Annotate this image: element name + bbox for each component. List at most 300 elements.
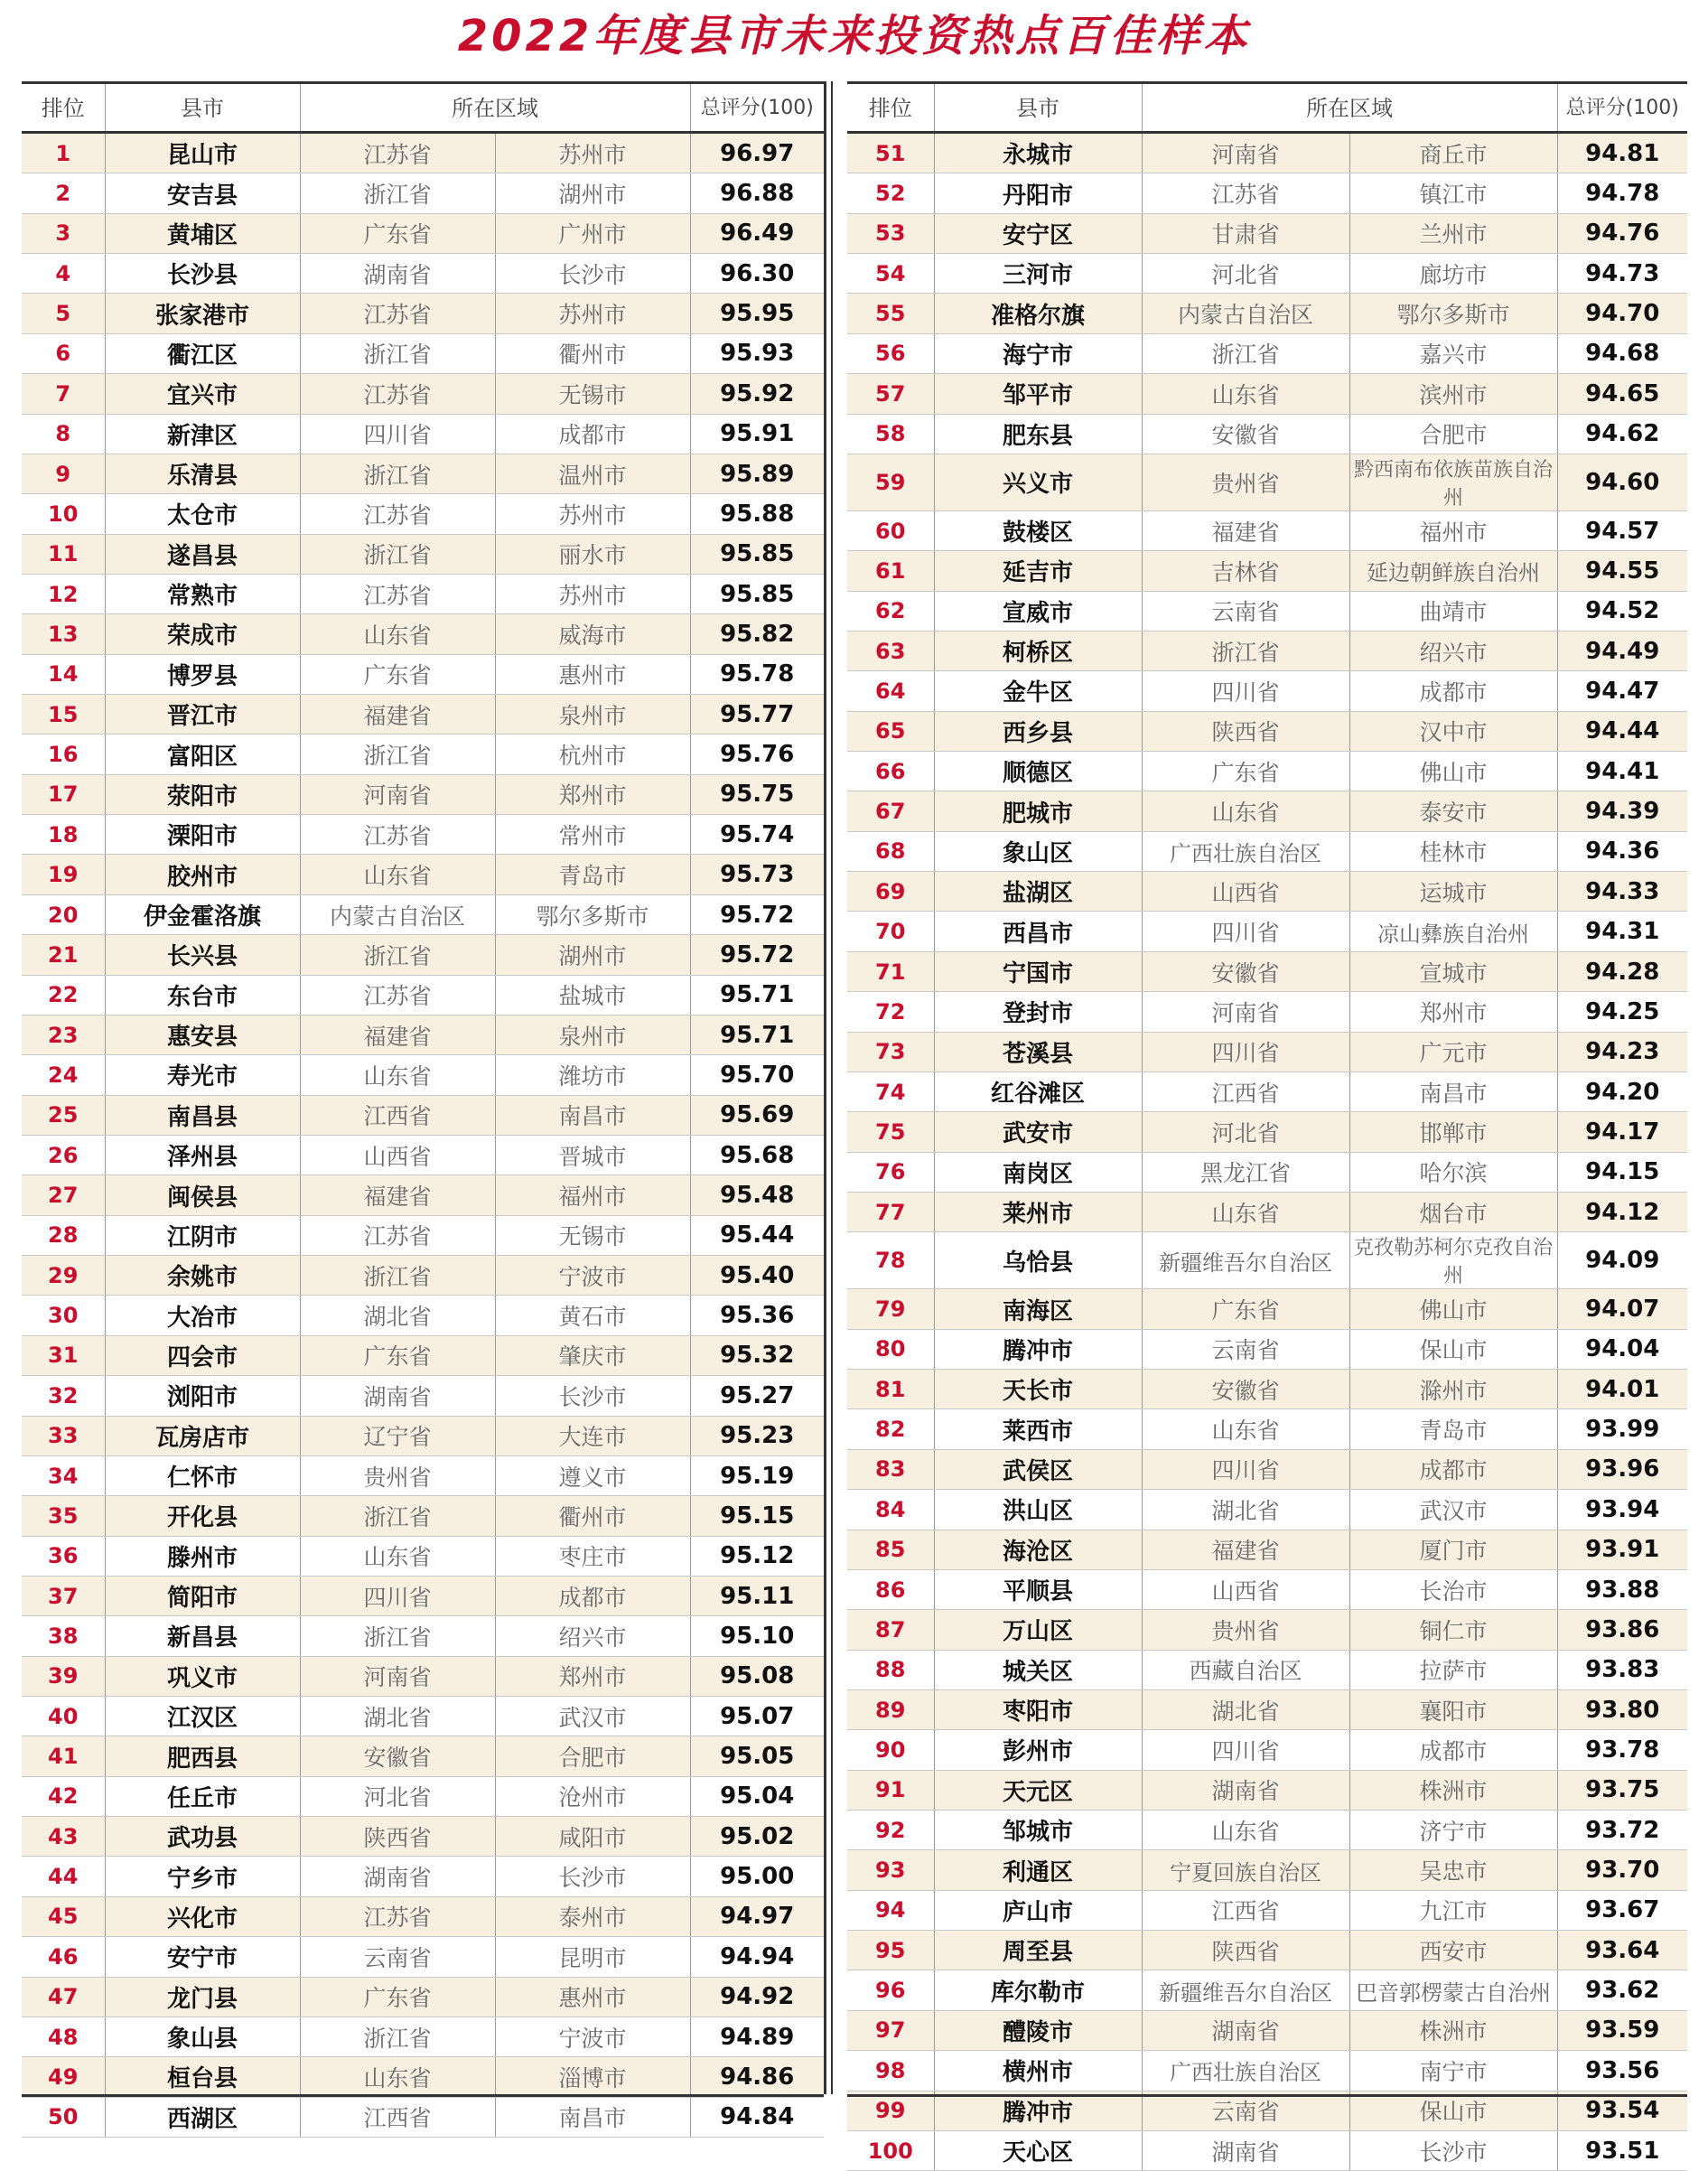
province-cell: 广西壮族自治区 [1142,2051,1349,2091]
city-cell: 福州市 [495,1175,690,1215]
table-row [22,1215,824,1255]
province-cell: 陕西省 [1142,1931,1349,1970]
score-cell: 95.72 [690,935,824,975]
score-cell: 95.02 [690,1817,824,1857]
county-cell: 醴陵市 [934,2010,1142,2050]
rank-cell: 70 [847,912,934,951]
table-row [847,1370,1687,1409]
city-cell: 惠州市 [495,1977,690,2017]
score-cell: 93.94 [1557,1490,1687,1530]
rank-cell: 2 [22,173,105,213]
province-cell: 山西省 [1142,872,1349,912]
county-cell: 庐山市 [934,1890,1142,1930]
county-cell: 鼓楼区 [934,510,1142,550]
county-cell: 利通区 [934,1850,1142,1890]
rank-cell: 15 [22,695,105,735]
table-row [22,1376,824,1416]
city-cell: 无锡市 [495,1215,690,1255]
score-cell: 95.92 [690,374,824,414]
county-cell: 张家港市 [105,294,300,333]
city-cell: 运城市 [1349,872,1557,912]
score-cell: 94.23 [1557,1032,1687,1071]
province-cell: 福建省 [1142,1530,1349,1569]
score-cell: 94.44 [1557,711,1687,751]
city-cell: 南昌市 [1349,1071,1557,1111]
table-row [847,1569,1687,1609]
province-cell: 江苏省 [300,374,495,414]
score-cell: 94.94 [690,1937,824,1977]
rank-cell: 27 [22,1175,105,1215]
table-row [847,1449,1687,1489]
score-cell: 95.71 [690,1015,824,1054]
province-cell: 广东省 [300,213,495,253]
county-cell: 肥城市 [934,791,1142,831]
table-row [847,454,1687,510]
city-cell: 大连市 [495,1416,690,1455]
table-row [847,1232,1687,1289]
rank-cell: 55 [847,294,934,333]
rank-cell: 64 [847,671,934,711]
rank-cell: 88 [847,1650,934,1689]
score-cell: 94.33 [1557,872,1687,912]
city-cell: 黔西南布依族苗族自治州 [1349,454,1557,510]
header-score: 总评分(100) [690,81,824,133]
city-cell: 广元市 [1349,1032,1557,1071]
province-cell: 江苏省 [300,133,495,173]
score-cell: 94.65 [1557,374,1687,414]
rank-cell: 61 [847,551,934,591]
table-row [22,1175,824,1215]
score-cell: 94.57 [1557,510,1687,550]
county-cell: 荥阳市 [105,774,300,814]
province-cell: 浙江省 [300,333,495,373]
score-cell: 94.17 [1557,1112,1687,1152]
county-cell: 海沧区 [934,1530,1142,1569]
table-row [847,1689,1687,1729]
rank-cell: 9 [22,454,105,493]
score-cell: 95.89 [690,454,824,493]
province-cell: 广东省 [300,654,495,694]
table-row [847,1970,1687,2010]
city-cell: 长沙市 [495,1376,690,1416]
province-cell: 四川省 [300,414,495,454]
score-cell: 94.68 [1557,333,1687,373]
city-cell: 铜仁市 [1349,1610,1557,1650]
province-cell: 山西省 [1142,1569,1349,1609]
city-cell: 肇庆市 [495,1335,690,1375]
page-title: 2022年度县市未来投资热点百佳样本 [457,11,1251,61]
rank-cell: 18 [22,815,105,855]
rank-cell: 80 [847,1329,934,1369]
score-cell: 95.19 [690,1455,824,1495]
county-cell: 太仓市 [105,494,300,534]
rank-cell: 22 [22,975,105,1015]
score-cell: 93.91 [1557,1530,1687,1569]
score-cell: 94.20 [1557,1071,1687,1111]
table-row [22,1335,824,1375]
table-row [22,1135,824,1174]
county-cell: 黄埔区 [105,213,300,253]
county-cell: 宁乡市 [105,1857,300,1896]
table-row [22,534,824,574]
score-cell: 95.74 [690,815,824,855]
score-cell: 95.91 [690,414,824,454]
county-cell: 安吉县 [105,173,300,213]
score-cell: 94.78 [1557,173,1687,213]
city-cell: 南昌市 [495,2097,690,2137]
table-row [22,2057,824,2097]
county-cell: 仁怀市 [105,1455,300,1495]
rank-cell: 76 [847,1152,934,1192]
table-row [22,1697,824,1736]
county-cell: 库尔勒市 [934,1970,1142,2010]
city-cell: 宣城市 [1349,951,1557,991]
city-cell: 邯郸市 [1349,1112,1557,1152]
city-cell: 拉萨市 [1349,1650,1557,1689]
rank-cell: 92 [847,1811,934,1850]
province-cell: 新疆维吾尔自治区 [1142,1970,1349,2010]
rank-cell: 35 [22,1496,105,1536]
city-cell: 西安市 [1349,1931,1557,1970]
header-top-rule [22,81,824,84]
province-cell: 广西壮族自治区 [1142,831,1349,871]
county-cell: 长沙县 [105,254,300,294]
city-cell: 潍坊市 [495,1055,690,1095]
rank-cell: 73 [847,1032,934,1071]
table-row [847,1071,1687,1111]
score-cell: 94.62 [1557,414,1687,454]
bottom-rule-right [847,2094,1687,2097]
city-cell: 保山市 [1349,2091,1557,2130]
rank-cell: 58 [847,414,934,454]
city-cell: 苏州市 [495,494,690,534]
table-row [22,735,824,774]
county-cell: 登封市 [934,992,1142,1032]
county-cell: 邹平市 [934,374,1142,414]
county-cell: 衢江区 [105,333,300,373]
city-cell: 克孜勒苏柯尔克孜自治州 [1349,1232,1557,1289]
score-cell: 95.44 [690,1215,824,1255]
county-cell: 武安市 [934,1112,1142,1152]
score-cell: 94.52 [1557,591,1687,631]
county-cell: 南海区 [934,1289,1142,1329]
city-cell: 凉山彝族自治州 [1349,912,1557,951]
province-cell: 江西省 [300,2097,495,2137]
province-cell: 云南省 [1142,591,1349,631]
score-cell: 94.25 [1557,992,1687,1032]
rank-cell: 31 [22,1335,105,1375]
score-cell: 94.36 [1557,831,1687,871]
city-cell: 泰安市 [1349,791,1557,831]
score-cell: 95.10 [690,1616,824,1656]
county-cell: 安宁区 [934,213,1142,253]
province-cell: 河北省 [1142,1112,1349,1152]
county-cell: 周至县 [934,1931,1142,1970]
province-cell: 浙江省 [300,454,495,493]
table-row [847,374,1687,414]
table-header-row [847,81,1687,133]
score-cell: 95.76 [690,735,824,774]
province-cell: 黑龙江省 [1142,1152,1349,1192]
rank-cell: 42 [22,1776,105,1816]
score-cell: 94.92 [690,1977,824,2017]
city-cell: 商丘市 [1349,133,1557,173]
score-cell: 93.67 [1557,1890,1687,1930]
header-county: 县市 [934,81,1142,133]
city-cell: 苏州市 [495,574,690,613]
table-row [847,631,1687,670]
table-row [847,1811,1687,1850]
province-cell: 河南省 [300,1656,495,1696]
table-row [847,831,1687,871]
rank-cell: 59 [847,454,934,510]
table-row [847,1490,1687,1530]
score-cell: 95.36 [690,1296,824,1335]
table-row [847,213,1687,253]
score-cell: 94.89 [690,2017,824,2056]
score-cell: 96.88 [690,173,824,213]
rank-cell: 28 [22,1215,105,1255]
score-cell: 95.82 [690,614,824,654]
rank-cell: 14 [22,654,105,694]
county-cell: 邹城市 [934,1811,1142,1850]
rank-cell: 34 [22,1455,105,1495]
table-row [22,1776,824,1816]
county-cell: 兴化市 [105,1896,300,1936]
county-cell: 天长市 [934,1370,1142,1409]
table-row [847,1770,1687,1810]
city-cell: 济宁市 [1349,1811,1557,1850]
province-cell: 山东省 [300,2057,495,2097]
table-row [22,1416,824,1455]
county-cell: 兴义市 [934,454,1142,510]
rank-cell: 89 [847,1689,934,1729]
score-cell: 94.73 [1557,254,1687,294]
rank-cell: 83 [847,1449,934,1489]
province-cell: 四川省 [300,1576,495,1615]
county-cell: 溧阳市 [105,815,300,855]
score-cell: 93.96 [1557,1449,1687,1489]
county-cell: 宜兴市 [105,374,300,414]
header-region: 所在区域 [1142,81,1557,133]
table-row [22,975,824,1015]
province-cell: 江苏省 [300,975,495,1015]
county-cell: 江汉区 [105,1697,300,1736]
header-county: 县市 [105,81,300,133]
county-cell: 四会市 [105,1335,300,1375]
rank-cell: 32 [22,1376,105,1416]
province-cell: 福建省 [300,1175,495,1215]
city-cell: 淄博市 [495,2057,690,2097]
table-row [22,1055,824,1095]
score-cell: 95.68 [690,1135,824,1174]
county-cell: 金牛区 [934,671,1142,711]
rank-cell: 38 [22,1616,105,1656]
city-cell: 青岛市 [1349,1409,1557,1449]
rank-cell: 53 [847,213,934,253]
province-cell: 山东省 [1142,374,1349,414]
county-cell: 宁国市 [934,951,1142,991]
score-cell: 94.09 [1557,1232,1687,1289]
table-row [22,1616,824,1656]
rank-cell: 51 [847,133,934,173]
table-row [847,510,1687,550]
province-cell: 山西省 [300,1135,495,1174]
county-cell: 乌恰县 [934,1232,1142,1289]
rank-cell: 21 [22,935,105,975]
county-cell: 遂昌县 [105,534,300,574]
city-cell: 成都市 [495,1576,690,1615]
table-row [22,774,824,814]
province-cell: 四川省 [1142,1730,1349,1770]
ranking-panel-right [847,81,1687,2171]
table-row [22,374,824,414]
province-cell: 广东省 [1142,752,1349,791]
rank-cell: 94 [847,1890,934,1930]
table-row [847,1032,1687,1071]
table-row [847,173,1687,213]
rank-cell: 11 [22,534,105,574]
rank-cell: 90 [847,1730,934,1770]
province-cell: 陕西省 [300,1817,495,1857]
table-row [847,294,1687,333]
province-cell: 湖北省 [300,1697,495,1736]
province-cell: 江西省 [1142,1071,1349,1111]
county-cell: 洪山区 [934,1490,1142,1530]
county-cell: 肥东县 [934,414,1142,454]
score-cell: 95.77 [690,695,824,735]
table-row [22,1576,824,1615]
province-cell: 江西省 [300,1095,495,1135]
city-cell: 晋城市 [495,1135,690,1174]
table-body-left [22,133,824,2138]
province-cell: 江苏省 [1142,173,1349,213]
table-row [847,1152,1687,1192]
city-cell: 杭州市 [495,735,690,774]
score-cell: 95.23 [690,1416,824,1455]
table-row [22,1536,824,1576]
province-cell: 浙江省 [1142,631,1349,670]
county-cell: 腾冲市 [934,1329,1142,1369]
province-cell: 四川省 [1142,912,1349,951]
table-row [847,992,1687,1032]
score-cell: 94.39 [1557,791,1687,831]
rank-cell: 56 [847,333,934,373]
table-row [22,574,824,613]
score-cell: 93.72 [1557,1811,1687,1850]
score-cell: 95.40 [690,1256,824,1296]
province-cell: 广东省 [1142,1289,1349,1329]
rank-cell: 65 [847,711,934,751]
score-cell: 95.93 [690,333,824,373]
city-cell: 成都市 [1349,671,1557,711]
rank-cell: 37 [22,1576,105,1615]
county-cell: 伊金霍洛旗 [105,894,300,934]
score-cell: 93.51 [1557,2130,1687,2170]
table-row [22,1977,824,2017]
score-cell: 95.15 [690,1496,824,1536]
rank-cell: 100 [847,2130,934,2170]
rank-cell: 77 [847,1192,934,1231]
county-cell: 武功县 [105,1817,300,1857]
rank-cell: 62 [847,591,934,631]
county-cell: 红谷滩区 [934,1071,1142,1111]
rank-cell: 8 [22,414,105,454]
table-row [22,1896,824,1936]
county-cell: 莱西市 [934,1409,1142,1449]
rank-cell: 29 [22,1256,105,1296]
score-cell: 95.75 [690,774,824,814]
score-cell: 95.48 [690,1175,824,1215]
rank-cell: 52 [847,173,934,213]
table-row [22,494,824,534]
city-cell: 巴音郭楞蒙古自治州 [1349,1970,1557,2010]
score-cell: 93.59 [1557,2010,1687,2050]
table-row [847,1850,1687,1890]
rank-cell: 6 [22,333,105,373]
province-cell: 广东省 [300,1977,495,2017]
table-row [22,414,824,454]
city-cell: 哈尔滨 [1349,1152,1557,1192]
city-cell: 绍兴市 [1349,631,1557,670]
table-row [847,1650,1687,1689]
table-row [847,872,1687,912]
province-cell: 安徽省 [1142,1370,1349,1409]
score-cell: 94.86 [690,2057,824,2097]
province-cell: 陕西省 [1142,711,1349,751]
score-cell: 93.54 [1557,2091,1687,2130]
city-cell: 黄石市 [495,1296,690,1335]
score-cell: 93.83 [1557,1650,1687,1689]
province-cell: 湖北省 [1142,1689,1349,1729]
rank-cell: 97 [847,2010,934,2050]
city-cell: 泰州市 [495,1896,690,1936]
county-cell: 彭州市 [934,1730,1142,1770]
county-cell: 任丘市 [105,1776,300,1816]
rank-cell: 99 [847,2091,934,2130]
table-row [22,855,824,894]
city-cell: 泉州市 [495,1015,690,1054]
county-cell: 巩义市 [105,1656,300,1696]
rank-cell: 98 [847,2051,934,2091]
table-row [847,1192,1687,1231]
table-row [847,1530,1687,1569]
province-cell: 广东省 [300,1335,495,1375]
province-cell: 江苏省 [300,815,495,855]
province-cell: 福建省 [1142,510,1349,550]
county-cell: 万山区 [934,1610,1142,1650]
province-cell: 江苏省 [300,574,495,613]
table-row [22,935,824,975]
score-cell: 95.05 [690,1736,824,1776]
table-row [22,2017,824,2056]
rank-cell: 95 [847,1931,934,1970]
city-cell: 惠州市 [495,654,690,694]
table-row [847,2051,1687,2091]
province-cell: 湖南省 [1142,1770,1349,1810]
province-cell: 宁夏回族自治区 [1142,1850,1349,1890]
county-cell: 泽州县 [105,1135,300,1174]
score-cell: 93.86 [1557,1610,1687,1650]
table-row [847,1931,1687,1970]
score-cell: 93.75 [1557,1770,1687,1810]
score-cell: 93.99 [1557,1409,1687,1449]
city-cell: 福州市 [1349,510,1557,550]
county-cell: 大冶市 [105,1296,300,1335]
rank-cell: 25 [22,1095,105,1135]
province-cell: 甘肃省 [1142,213,1349,253]
city-cell: 郑州市 [495,774,690,814]
